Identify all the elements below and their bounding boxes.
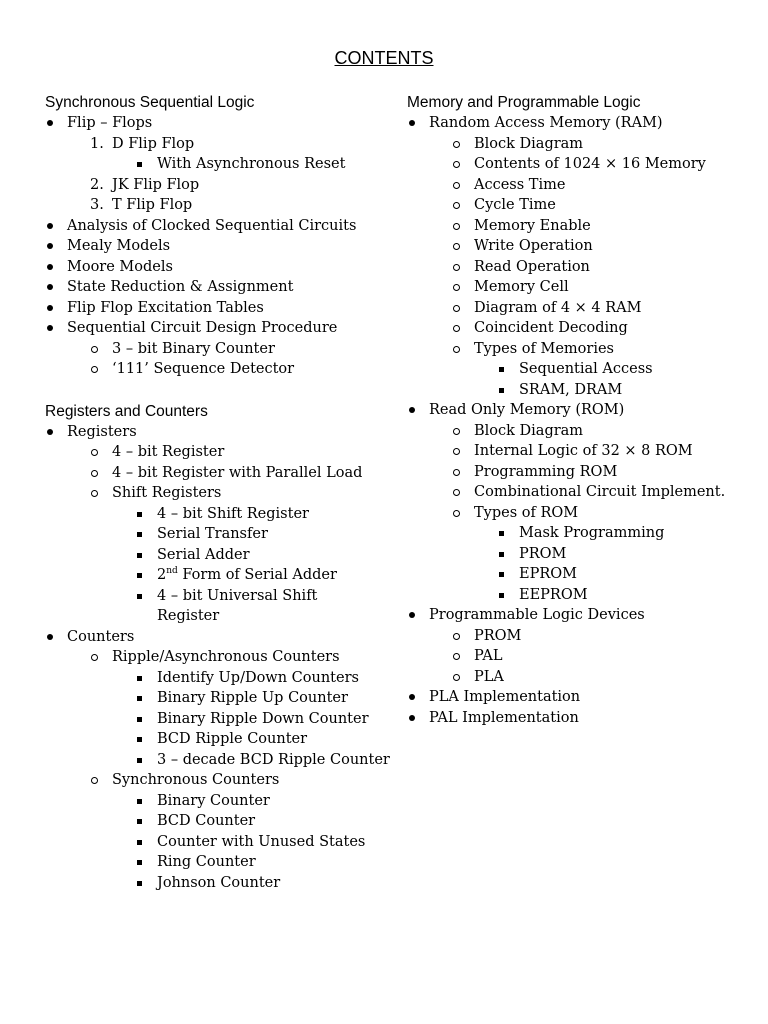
list-item: EEPROM [407,585,752,606]
list-item: PROM [407,544,752,565]
square-bullet-icon [137,162,142,167]
list-item: Combinational Circuit Implement. [407,482,752,503]
list-item: BCD Ripple Counter [45,729,385,750]
circle-bullet-icon [453,325,460,332]
list-item: EPROM [407,564,752,585]
square-bullet-icon [137,573,142,578]
square-bullet-icon [137,799,142,804]
list-item: Coincident Decoding [407,318,752,339]
list-item: State Reduction & Assignment [45,277,385,298]
list-item: Access Time [407,175,752,196]
left-column [45,92,390,893]
list-item: Mask Programming [407,523,752,544]
list-item: Programmable Logic Devices [407,605,752,626]
bullet-icon [47,284,53,290]
list-item: Types of ROM [407,503,752,524]
circle-bullet-icon [91,490,98,497]
list-item: Identify Up/Down Counters [45,668,385,689]
list-item: Block Diagram [407,134,752,155]
list-number: 1. [90,135,104,152]
square-bullet-icon [137,696,142,701]
circle-bullet-icon [453,346,460,353]
list-item: Ripple/Asynchronous Counters [45,647,385,668]
list-item: 4 – bit Shift Register [45,504,385,525]
bullet-icon [47,223,53,229]
bullet-icon [409,612,415,618]
bullet-icon [47,243,53,249]
list-item: 4 – bit Register [45,442,385,463]
square-bullet-icon [137,840,142,845]
square-bullet-icon [137,532,142,537]
list-item: BCD Counter [45,811,385,832]
section-heading-memory: Memory and Programmable Logic [407,94,641,111]
list-item: Memory Enable [407,216,752,237]
list-item: Synchronous Counters [45,770,385,791]
circle-bullet-icon [453,489,460,496]
circle-bullet-icon [453,448,460,455]
list-item: 2nd Form of Serial Adder [45,565,385,586]
list-item: Flip Flop Excitation Tables [45,298,385,319]
list-item: Contents of 1024 × 16 Memory [407,154,752,175]
square-bullet-icon [137,819,142,824]
square-bullet-icon [137,512,142,517]
circle-bullet-icon [453,305,460,312]
circle-bullet-icon [91,366,98,373]
square-bullet-icon [137,717,142,722]
square-bullet-icon [137,594,142,599]
circle-bullet-icon [453,223,460,230]
list-item: PROM [407,626,752,647]
square-bullet-icon [137,881,142,886]
list-item: 4 – bit Universal Shift Register [45,586,342,627]
list-item: 3 – decade BCD Ripple Counter [45,750,442,771]
square-bullet-icon [137,676,142,681]
list-item: Sequential Circuit Design Procedure [45,318,385,339]
square-bullet-icon [499,552,504,557]
list-item: Sequential Access [407,359,752,380]
list-item: Block Diagram [407,421,752,442]
list-item: Mealy Models [45,236,385,257]
square-bullet-icon [499,367,504,372]
section-heading-synchronous: Synchronous Sequential Logic [45,94,255,111]
section-heading-registers: Registers and Counters [45,402,208,420]
list-item: Ring Counter [45,852,385,873]
square-bullet-icon [137,758,142,763]
list-item: Flip – Flops [45,113,385,134]
list-item: Programming ROM [407,462,752,483]
list-item: 3. T Flip Flop [45,195,385,216]
circle-bullet-icon [453,243,460,250]
circle-bullet-icon [91,449,98,456]
bullet-icon [409,694,415,700]
list-item: Analysis of Clocked Sequential Circuits [45,216,385,237]
list-item: Memory Cell [407,277,752,298]
circle-bullet-icon [453,182,460,189]
list-item: Serial Adder [45,545,385,566]
circle-bullet-icon [453,633,460,640]
circle-bullet-icon [453,469,460,476]
bullet-icon [47,325,53,331]
list-number: 2. [90,176,104,193]
list-item: Moore Models [45,257,385,278]
right-column [407,92,752,728]
list-item: 2. JK Flip Flop [45,175,385,196]
page-title: CONTENTS [334,48,434,68]
list-item: Read Operation [407,257,752,278]
list-item: Random Access Memory (RAM) [407,113,752,134]
list-item: Cycle Time [407,195,752,216]
list-item: Johnson Counter [45,873,385,894]
list-item: PAL Implementation [407,708,752,729]
circle-bullet-icon [453,653,460,660]
bullet-icon [47,305,53,311]
circle-bullet-icon [91,346,98,353]
circle-bullet-icon [91,654,98,661]
circle-bullet-icon [453,284,460,291]
list-item: Shift Registers [45,483,385,504]
square-bullet-icon [137,737,142,742]
list-item: Serial Transfer [45,524,385,545]
list-item: Types of Memories [407,339,752,360]
bullet-icon [409,407,415,413]
bullet-icon [409,120,415,126]
circle-bullet-icon [91,470,98,477]
square-bullet-icon [137,860,142,865]
bullet-icon [47,120,53,126]
circle-bullet-icon [453,264,460,271]
square-bullet-icon [499,531,504,536]
list-item: PLA [407,667,752,688]
bullet-icon [47,264,53,270]
bullet-icon [47,634,53,640]
bullet-icon [47,429,53,435]
list-item: 3 – bit Binary Counter [45,339,385,360]
list-item: With Asynchronous Reset [45,154,385,175]
list-item: SRAM, DRAM [407,380,752,401]
list-number: 3. [90,197,104,213]
list-item: Write Operation [407,236,752,257]
list-item: Diagram of 4 × 4 RAM [407,298,752,319]
bullet-icon [409,715,415,721]
square-bullet-icon [499,388,504,393]
list-item: Counters [45,627,385,648]
square-bullet-icon [137,553,142,558]
list-item: Read Only Memory (ROM) [407,400,752,421]
list-item: 4 – bit Register with Parallel Load [45,463,385,484]
list-item: 1. D Flip Flop [45,134,385,155]
circle-bullet-icon [453,674,460,681]
circle-bullet-icon [91,777,98,784]
circle-bullet-icon [453,428,460,435]
list-item: ‘111’ Sequence Detector [45,359,385,380]
list-item: Internal Logic of 32 × 8 ROM [407,441,752,462]
circle-bullet-icon [453,510,460,517]
circle-bullet-icon [453,141,460,148]
circle-bullet-icon [453,202,460,209]
square-bullet-icon [499,572,504,577]
circle-bullet-icon [453,161,460,168]
list-item: Binary Counter [45,791,385,812]
list-item: Binary Ripple Down Counter [45,709,422,730]
list-item: Counter with Unused States [45,832,385,853]
list-item: Binary Ripple Up Counter [45,688,385,709]
list-item: PAL [407,646,752,667]
list-item: Registers [45,422,385,443]
list-item: PLA Implementation [407,687,752,708]
square-bullet-icon [499,593,504,598]
